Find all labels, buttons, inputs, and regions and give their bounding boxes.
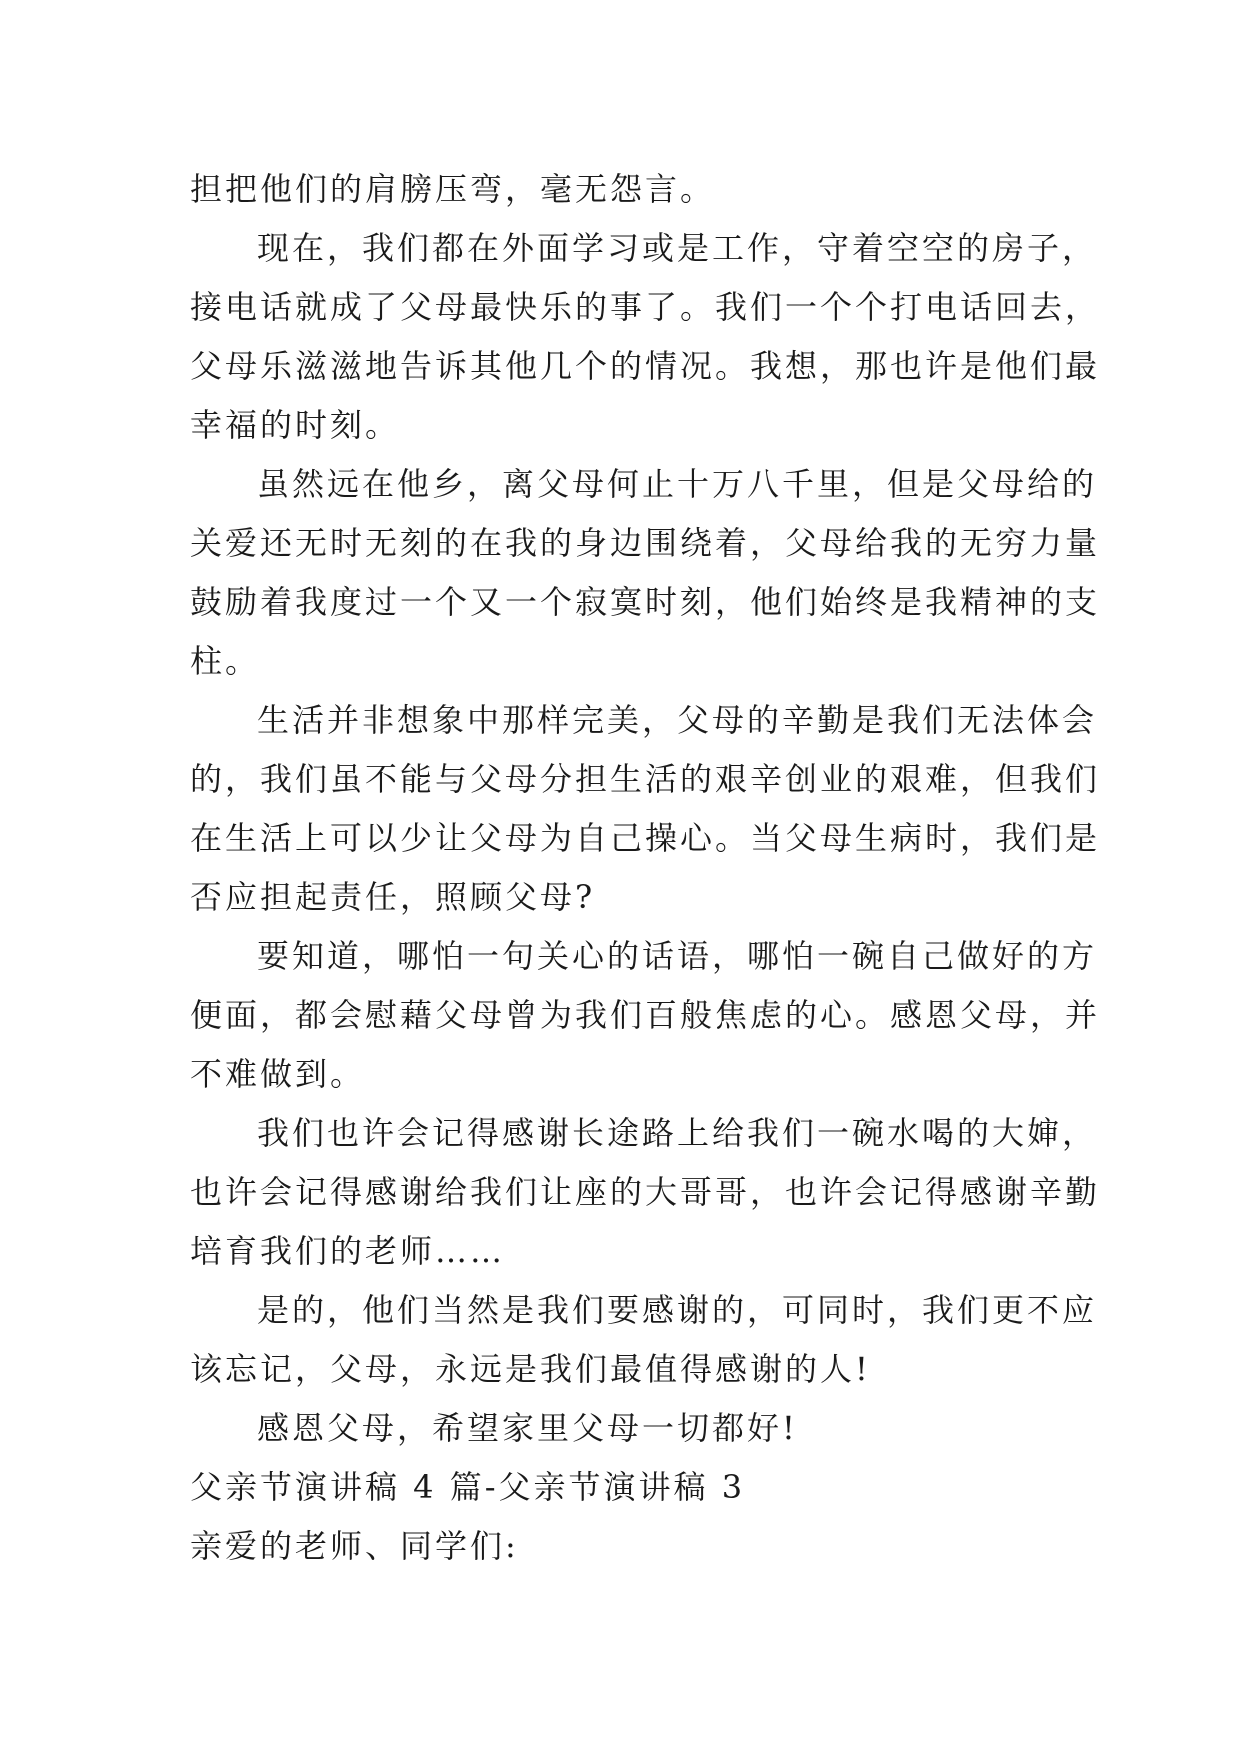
text-line: 不难做到。 xyxy=(190,1055,366,1093)
paragraph-start-line: 现在，我们都在外面学习或是工作，守着空空的房子， xyxy=(257,229,1098,267)
text-line: 在生活上可以少让父母为自己操心。当父母生病时，我们是 xyxy=(190,819,1101,857)
section-heading: 父亲节演讲稿 4 篇-父亲节演讲稿 3 xyxy=(190,1468,746,1506)
text-line: 接电话就成了父母最快乐的事了。我们一个个打电话回去， xyxy=(190,288,1101,326)
document-body xyxy=(190,160,1101,1576)
text-line: 幸福的时刻。 xyxy=(190,406,401,444)
paragraph-start-line: 要知道，哪怕一句关心的话语，哪怕一碗自己做好的方 xyxy=(257,937,1098,975)
text-line: 鼓励着我度过一个又一个寂寞时刻，他们始终是我精神的支 xyxy=(190,583,1101,621)
paragraph-start-line: 我们也许会记得感谢长途路上给我们一碗水喝的大婶， xyxy=(257,1114,1098,1152)
paragraph-start-line: 虽然远在他乡，离父母何止十万八千里，但是父母给的 xyxy=(257,465,1098,503)
text-line: 的，我们虽不能与父母分担生活的艰辛创业的艰难，但我们 xyxy=(190,760,1101,798)
text-line: 该忘记，父母，永远是我们最值得感谢的人! xyxy=(190,1350,871,1388)
text-line: 否应担起责任，照顾父母? xyxy=(190,878,596,916)
paragraph-start-line: 生活并非想象中那样完美，父母的辛勤是我们无法体会 xyxy=(257,701,1098,739)
paragraph-start-line: 是的，他们当然是我们要感谢的，可同时，我们更不应 xyxy=(257,1291,1098,1329)
text-line: 关爱还无时无刻的在我的身边围绕着，父母给我的无穷力量 xyxy=(190,524,1101,562)
text-line: 便面，都会慰藉父母曾为我们百般焦虑的心。感恩父母，并 xyxy=(190,996,1101,1034)
text-line: 父母乐滋滋地告诉其他几个的情况。我想，那也许是他们最 xyxy=(190,347,1101,385)
salutation: 亲爱的老师、同学们: xyxy=(190,1527,519,1565)
paragraph-start-line: 感恩父母，希望家里父母一切都好! xyxy=(257,1409,798,1447)
text-line: 也许会记得感谢给我们让座的大哥哥，也许会记得感谢辛勤 xyxy=(190,1173,1101,1211)
text-line: 培育我们的老师…… xyxy=(190,1232,506,1270)
text-line: 担把他们的肩膀压弯，毫无怨言。 xyxy=(190,170,716,208)
text-line: 柱。 xyxy=(190,642,261,680)
